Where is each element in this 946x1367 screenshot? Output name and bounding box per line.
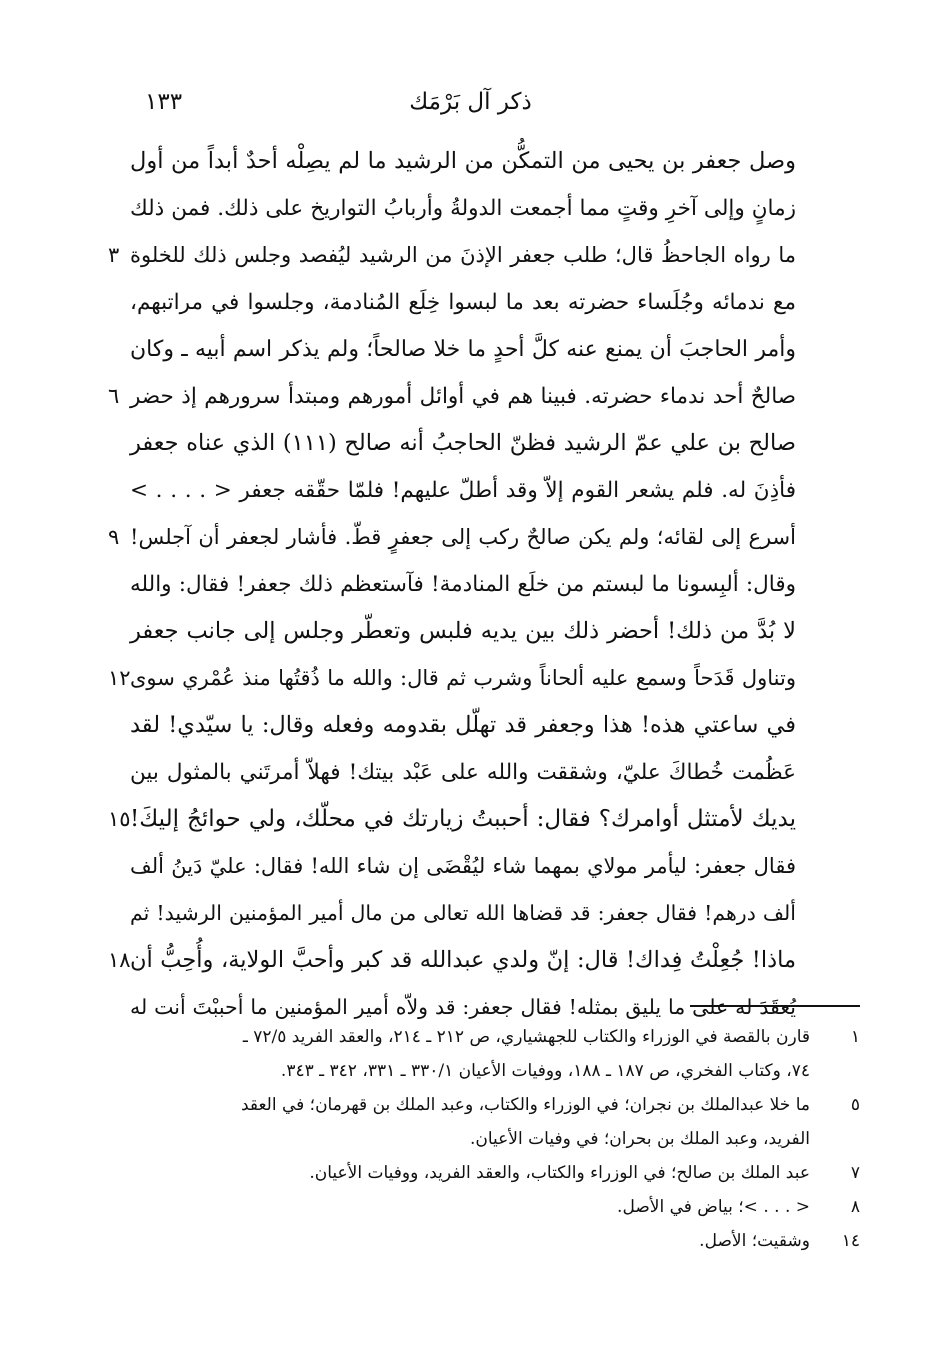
text-line	[130, 326, 796, 373]
footnote-text	[140, 1020, 810, 1088]
line-number: ١٨	[108, 948, 131, 972]
text-line	[130, 890, 796, 937]
line-text: لا بُدَّ من ذلك! أحضر ذلك بين يديه فلبس وتعطّر وجلس إلى جانب جعفر	[130, 618, 796, 644]
footnote	[140, 1088, 864, 1156]
footnote-number: ١	[850, 1027, 860, 1047]
footnote-number: ٧	[850, 1163, 860, 1183]
line-text: يُعقَدَ له على ما يليق بمثله! فقال جعفر: قد ولاّه أمير المؤمنين ما أحببْتَ أنت له	[130, 995, 796, 1019]
line-text: ألف درهم! فقال جعفر: قد قضاها الله تعالى من مال أمير المؤمنين الرشيد! ثم	[130, 901, 796, 925]
footnote-line: الفريد، وعبد الملك بن بحران؛ في وفيات الأعيان.	[469, 1129, 810, 1149]
line-text: وصل جعفر بن يحيى من التمكُّن من الرشيد ما لم يصِلْه أحدٌ أبداً من أول	[130, 148, 796, 174]
text-line	[108, 796, 796, 843]
text-line	[130, 185, 796, 232]
line-text: زمانٍ وإلى آخرِ وقتٍ مما أجمعت الدولةُ وأربابُ التواريخ على ذلك. فمن ذلك	[130, 196, 796, 221]
footnote	[140, 1224, 864, 1258]
line-number: ٩	[108, 525, 120, 549]
running-title: ذكر آل بَرْمَك	[409, 89, 532, 115]
footnote-number: ١٤	[841, 1231, 860, 1251]
text-line	[130, 702, 796, 749]
line-text: وأمر الحاجبَ أن يمنع عنه كلَّ أحدٍ ما خلا صالحاً؛ ولم يذكر اسم أبيه ـ وكان	[130, 337, 796, 362]
line-text: عَظُمت خُطاكَ عليّ، وشققت والله على عَبْد بيتك! فهلاّ أمرتَني بالمثول بين	[130, 760, 796, 785]
text-line	[130, 467, 796, 514]
line-text: ماذا! جُعِلْتُ فِداك! قال: إنّ ولدي عبدالله قد كبر وأحبَّ الولاية، وأُحِبُّ أن	[130, 947, 796, 973]
page-header	[145, 84, 796, 124]
footnote-line: قارن بالقصة في الوزراء والكتاب للجهشياري، ص ٢١٢ ـ ٢١٤، والعقد الفريد ٧٢/٥ ـ	[242, 1027, 810, 1047]
page-number: ١٣٣	[145, 89, 183, 115]
text-line	[130, 843, 796, 890]
line-text: فقال جعفر: ليأمر مولاي بمهما شاء ليُقْضَى إن شاء الله! فقال: عليّ دَينُ ألف	[130, 854, 796, 878]
footnote-separator	[690, 1005, 860, 1007]
line-text: صالح بن علي عمّ الرشيد فظنّ الحاجبُ أنه صالح (١١١) الذي عناه جعفر	[130, 430, 797, 456]
footnote-text	[140, 1224, 810, 1258]
line-number: ٦	[108, 384, 120, 408]
footnote-number: ٥	[850, 1095, 860, 1115]
text-line	[108, 232, 796, 279]
text-line	[130, 279, 796, 326]
footnote-text	[140, 1190, 810, 1224]
footnotes	[140, 1020, 864, 1258]
footnote-line: عبد الملك بن صالح؛ في الوزراء والكتاب، والعقد الفريد، ووفيات الأعيان.	[309, 1163, 810, 1183]
line-text: ما رواه الجاحظُ قال؛ طلب جعفر الإذنَ من الرشيد ليُفصد وجلس ذلك للخلوة	[130, 243, 796, 267]
footnote-line: ٧٤، وكتاب الفخري، ص ١٨٧ ـ ١٨٨، ووفيات الأعيان ٣٣٠/١ ـ ٣٣١، ٣٤٢ ـ ٣٤٣.	[280, 1061, 810, 1081]
line-text: يديك لأمتثل أوامرك؟ فقال: أحببتُ زيارتك في محلّك، ولي حوائجُ إليكَ!	[130, 806, 796, 832]
footnote-text	[140, 1088, 810, 1156]
line-number: ١٥	[108, 807, 131, 831]
footnote-line: ما خلا عبدالملك بن نجران؛ في الوزراء والكتاب، وعبد الملك بن قهرمان؛ في العقد	[240, 1095, 810, 1115]
line-number: ١٢	[108, 666, 131, 690]
footnote-line: وشقيت؛ الأصل.	[699, 1231, 810, 1251]
line-text: وقال: ألبِسونا ما لبستم من خلَع المنادمة! فآستعظم ذلك جعفر! فقال: والله	[130, 572, 796, 597]
text-line	[108, 937, 796, 984]
line-text: أسرع إلى لقائه؛ ولم يكن صالحٌ ركب إلى جعفرٍ قطّ. فأشار لجعفر أن آجلس!	[130, 525, 796, 549]
line-text: فأذِنَ له. فلم يشعر القوم إلاّ وقد أطلّ عليهم! فلمّا حقّقه جعفر < . . . . >	[130, 478, 796, 503]
main-text	[108, 138, 797, 1031]
text-line	[108, 373, 796, 420]
line-text: مع ندمائه وجُلَساء حضرته بعد ما لبسوا خِلَع المُنادمة، وجلسوا في مراتبهم،	[130, 290, 796, 315]
line-text: وتناول قَدَحاً وسمع عليه ألحاناً وشرب ثم قال: والله ما ذُقتُها منذ عُمْري سوى	[130, 666, 796, 690]
line-text: صالحٌ أحد ندماء حضرته. فبينا هم في أوائل أمورهم ومبتدأ سرورهم إذ حضر	[130, 384, 796, 409]
footnote-number: ٨	[850, 1197, 860, 1217]
text-line	[108, 655, 796, 702]
line-text: في ساعتي هذه! هذا وجعفر قد تهلّل بقدومه وفعله وقال: يا سيّدي! لقد	[130, 712, 796, 738]
footnote	[140, 1020, 864, 1088]
text-line	[130, 749, 796, 796]
text-line	[130, 138, 796, 185]
text-line	[130, 561, 796, 608]
text-line	[130, 608, 796, 655]
footnote	[140, 1190, 864, 1224]
footnote-line: < . . . >؛ بياض في الأصل.	[617, 1197, 810, 1217]
footnote-text	[140, 1156, 810, 1190]
text-line	[130, 420, 796, 467]
footnote	[140, 1156, 864, 1190]
line-number: ٣	[108, 243, 120, 267]
text-line	[108, 514, 796, 561]
